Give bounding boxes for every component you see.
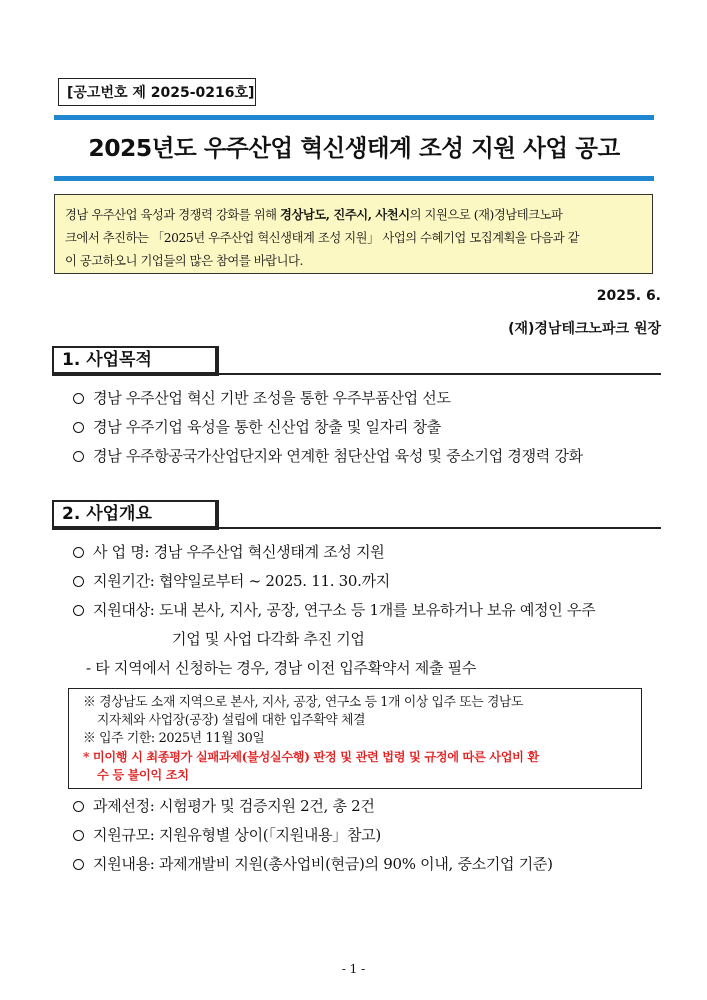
overview-sub-note: - 타 지역에서 신청하는 경우, 경남 이전 입주확약서 제출 필수 <box>86 659 477 677</box>
circle-bullet-icon <box>73 393 84 404</box>
overview-target-continuation: 기업 및 사업 다각화 추진 기업 <box>172 630 365 648</box>
intro-line-2: 크에서 추진하는 「2025년 우주산업 혁신생태계 조성 지원」 사업의 수혜기업 모집계획을 다음과 같 <box>65 231 580 245</box>
circle-bullet-icon <box>73 451 84 462</box>
section-1-rule <box>219 373 661 375</box>
overview-text: 지원대상: 도내 본사, 지사, 공장, 연구소 등 1개를 보유하거나 보유 예정인 우주 <box>93 601 596 619</box>
title-top-bar <box>54 115 654 120</box>
purpose-text: 경남 우주항공국가산업단지와 연계한 첨단산업 육성 및 중소기업 경쟁력 강화 <box>93 447 583 465</box>
section-2-rule <box>219 527 661 529</box>
issuing-organization: (재)경남테크노파크 원장 <box>508 321 661 337</box>
overview-item-selection <box>73 795 375 817</box>
intro-box <box>54 194 653 274</box>
document-title: 2025년도 우주산업 혁신생태계 조성 지원 사업 공고 <box>88 134 620 162</box>
circle-bullet-icon <box>73 830 84 841</box>
notice-date: 2025. 6. <box>596 288 661 304</box>
circle-bullet-icon <box>73 605 84 616</box>
purpose-item-3 <box>73 445 583 467</box>
notice-line-3: ※ 입주 기한: 2025년 11월 30일 <box>83 731 265 746</box>
purpose-text: 경남 우주산업 혁신 기반 조성을 통한 우주부품산업 선도 <box>93 389 451 407</box>
circle-bullet-icon <box>73 801 84 812</box>
circle-bullet-icon <box>73 547 84 558</box>
purpose-item-2 <box>73 416 441 438</box>
intro-line-3: 이 공고하오니 기업들의 많은 참여를 바랍니다. <box>65 254 303 268</box>
overview-item-target <box>73 599 595 621</box>
penalty-line-2: 수 등 불이익 조치 <box>97 768 189 782</box>
residency-notice-box <box>68 688 642 789</box>
overview-text: 지원기간: 협약일로부터 ~ 2025. 11. 30.까지 <box>93 572 390 590</box>
overview-text: 지원규모: 지원유형별 상이(「지원내용」참고) <box>93 826 381 844</box>
penalty-line-1: * 미이행 시 최종평가 실패과제(불성실수행) 판정 및 관련 법령 및 규정에 따른 사업비 환 <box>83 750 539 764</box>
purpose-item-1 <box>73 387 451 409</box>
intro-text-a: 경남 우주산업 육성과 경쟁력 강화를 위해 <box>65 208 281 222</box>
notice-line-1: ※ 경상남도 소재 지역으로 본사, 지사, 공장, 연구소 등 1개 이상 입주 또는 경남도 <box>83 695 524 710</box>
overview-text: 과제선정: 시험평가 및 검증지원 2건, 총 2건 <box>93 797 375 815</box>
section-1-heading: 1. 사업목적 <box>52 346 219 376</box>
page-number: - 1 - <box>341 962 366 976</box>
intro-sponsors: 경상남도, 진주시, 사천시 <box>280 207 410 222</box>
overview-item-scale <box>73 824 381 846</box>
notice-number: [공고번호 제 2025-0216호] <box>58 78 256 106</box>
overview-item-name <box>73 541 384 563</box>
notice-line-2: 지자체와 사업장(공장) 설립에 대한 입주확약 체결 <box>97 713 366 728</box>
overview-item-content <box>73 853 553 875</box>
intro-text-c: 의 지원으로 (재)경남테크노파 <box>409 208 563 222</box>
title-bottom-bar <box>54 176 654 181</box>
circle-bullet-icon <box>73 576 84 587</box>
intro-line-1 <box>65 203 642 227</box>
overview-text: 지원내용: 과제개발비 지원(총사업비(현금)의 90% 이내, 중소기업 기준) <box>93 855 553 873</box>
purpose-text: 경남 우주기업 육성을 통한 신산업 창출 및 일자리 창출 <box>93 418 441 436</box>
circle-bullet-icon <box>73 422 84 433</box>
overview-text: 사 업 명: 경남 우주산업 혁신생태계 조성 지원 <box>93 543 385 561</box>
circle-bullet-icon <box>73 859 84 870</box>
overview-item-period <box>73 570 390 592</box>
section-2-heading: 2. 사업개요 <box>52 500 219 530</box>
